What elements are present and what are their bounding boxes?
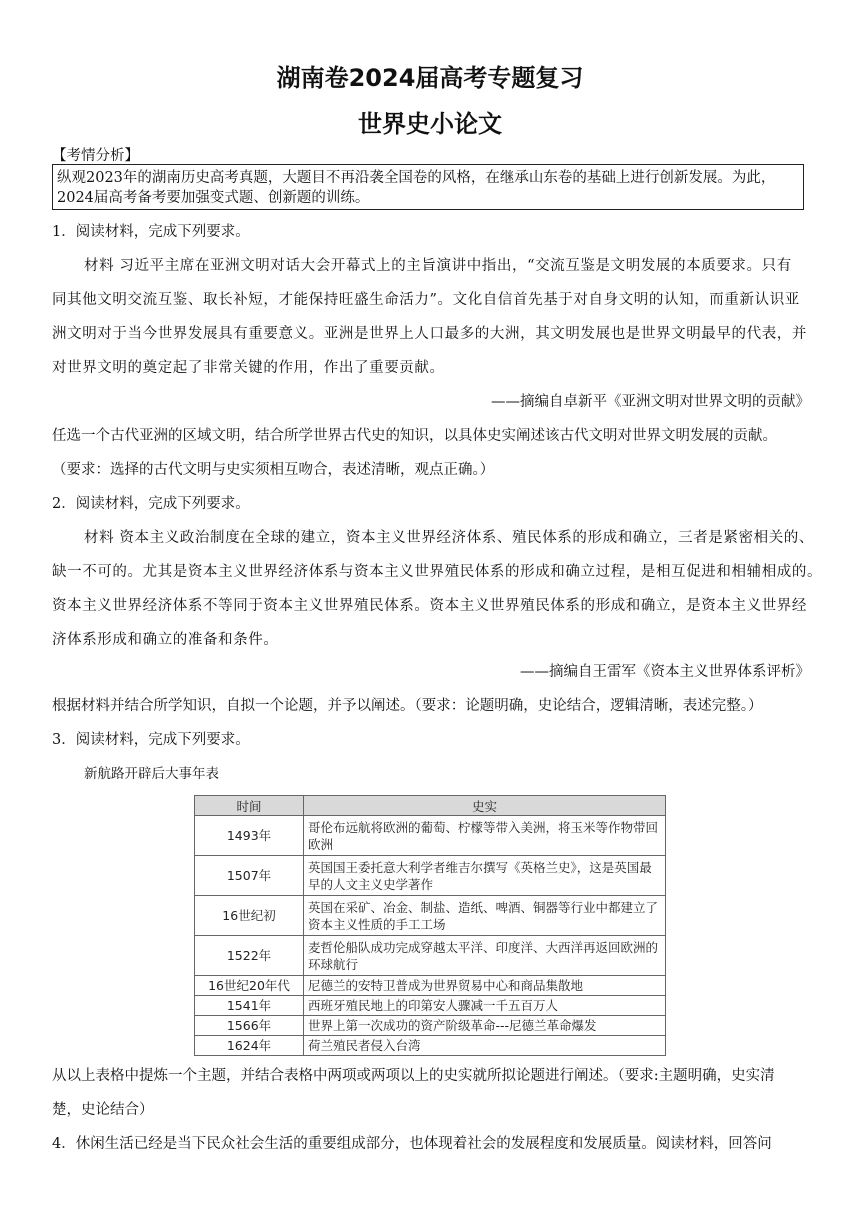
events-table: [194, 795, 666, 1056]
row-fact: 西班牙殖民地上的印第安人骤减一千五百万人: [304, 996, 666, 1016]
q3-prompt: 3．阅读材料，完成下列要求。: [52, 732, 250, 748]
table-row: [195, 896, 666, 936]
table-row: [195, 1036, 666, 1056]
q4-prompt: 4．休闲生活已经是当下民众社会生活的重要组成部分，也体现着社会的发展程度和发展质量。阅读材料，回答问: [52, 1136, 772, 1152]
row-time: 1566年: [195, 1016, 304, 1036]
q2-material-line-2: 缺一不可的。尤其是资本主义世界经济体系与资本主义世界殖民体系的形成和确立过程，是相互促进和相辅相成的。: [52, 564, 823, 580]
header-fact: 史实: [304, 796, 666, 816]
table-caption: 新航路开辟后大事年表: [84, 766, 219, 782]
q2-material-line-1: 材料 资本主义政治制度在全球的建立，资本主义世界经济体系、殖民体系的形成和确立，三者是紧密相关的、: [84, 530, 815, 546]
q2-material-line-3: 资本主义世界经济体系不等同于资本主义世界殖民体系。资本主义世界殖民体系的形成和确立，是资本主义世界经: [52, 598, 807, 614]
table-row: [195, 996, 666, 1016]
row-fact: 哥伦布远航将欧洲的葡萄、柠檬等带入美洲，将玉米等作物带回欧洲: [304, 816, 666, 856]
table-header-row: [195, 796, 666, 816]
row-time: 1541年: [195, 996, 304, 1016]
table-row: [195, 1016, 666, 1036]
row-fact: 英国在采矿、冶金、制盐、造纸、啤酒、铜器等行业中都建立了资本主义性质的手工工场: [304, 896, 666, 936]
row-fact: 尼德兰的安特卫普成为世界贸易中心和商品集散地: [304, 976, 666, 996]
q1-task-line-2: （要求：选择的古代文明与史实须相互吻合，表述清晰，观点正确。）: [52, 462, 495, 478]
row-time: 1493年: [195, 816, 304, 856]
q2-source: ——摘编自王雷军《资本主义世界体系评析》: [520, 664, 810, 680]
analysis-line-2: 2024届高考备考要加强变式题、创新题的训练。: [57, 190, 370, 206]
row-time: 16世纪初: [195, 896, 304, 936]
q1-material-line-2: 同其他文明交流互鉴、取长补短，才能保持旺盛生命活力”。文化自信首先基于对自身文明的认知，而重新认识亚: [52, 292, 800, 308]
document-subtitle: 世界史小论文: [358, 110, 502, 138]
row-time: 1522年: [195, 936, 304, 976]
row-fact: 麦哲伦船队成功完成穿越太平洋、印度洋、大西洋再返回欧洲的环球航行: [304, 936, 666, 976]
table-row: [195, 856, 666, 896]
table-row: [195, 936, 666, 976]
q2-task: 根据材料并结合所学知识，自拟一个论题，并予以阐述。（要求：论题明确，史论结合，逻辑清晰，表述完整。）: [52, 698, 763, 714]
table-row: [195, 976, 666, 996]
q1-material-line-4: 对世界文明的奠定起了非常关键的作用，作出了重要贡献。: [52, 360, 445, 376]
q1-material-line-3: 洲文明对于当今世界发展具有重要意义。亚洲是世界上人口最多的大洲，其文明发展也是世界文明最早的代表，并: [52, 326, 807, 342]
row-time: 1507年: [195, 856, 304, 896]
q1-material-line-1: 材料 习近平主席在亚洲文明对话大会开幕式上的主旨演讲中指出，“交流互鉴是文明发展的本质要求。只有: [84, 258, 792, 274]
q1-task-line-1: 任选一个古代亚洲的区域文明，结合所学世界古代史的知识，以具体史实阐述该古代文明对世界文明发展的贡献。: [52, 428, 777, 444]
row-time: 1624年: [195, 1036, 304, 1056]
q2-material-line-4: 济体系形成和确立的准备和条件。: [52, 632, 279, 648]
analysis-box: [52, 164, 804, 210]
row-fact: 世界上第一次成功的资产阶级革命---尼德兰革命爆发: [304, 1016, 666, 1036]
q3-task-line-1: 从以上表格中提炼一个主题，并结合表格中两项或两项以上的史实就所拟论题进行阐述。（要求:主题明确，史实清: [52, 1068, 775, 1084]
header-time: 时间: [195, 796, 304, 816]
q3-task-line-2: 楚，史论结合）: [52, 1102, 154, 1118]
analysis-label: 【考情分析】: [52, 148, 139, 164]
row-time: 16世纪20年代: [195, 976, 304, 996]
row-fact: 英国国王委托意大利学者维吉尔撰写《英格兰史》，这是英国最早的人文主义史学著作: [304, 856, 666, 896]
q1-prompt: 1．阅读材料，完成下列要求。: [52, 224, 250, 240]
row-fact: 荷兰殖民者侵入台湾: [304, 1036, 666, 1056]
analysis-line-1: 纵观2023年的湖南历史高考真题，大题目不再沿袭全国卷的风格，在继承山东卷的基础上进行创新发展。为此，: [57, 170, 776, 186]
q2-prompt: 2．阅读材料，完成下列要求。: [52, 496, 250, 512]
document-title: 湖南卷2024届高考专题复习: [276, 64, 584, 92]
table-row: [195, 816, 666, 856]
q1-source: ——摘编自卓新平《亚洲文明对世界文明的贡献》: [491, 394, 810, 410]
